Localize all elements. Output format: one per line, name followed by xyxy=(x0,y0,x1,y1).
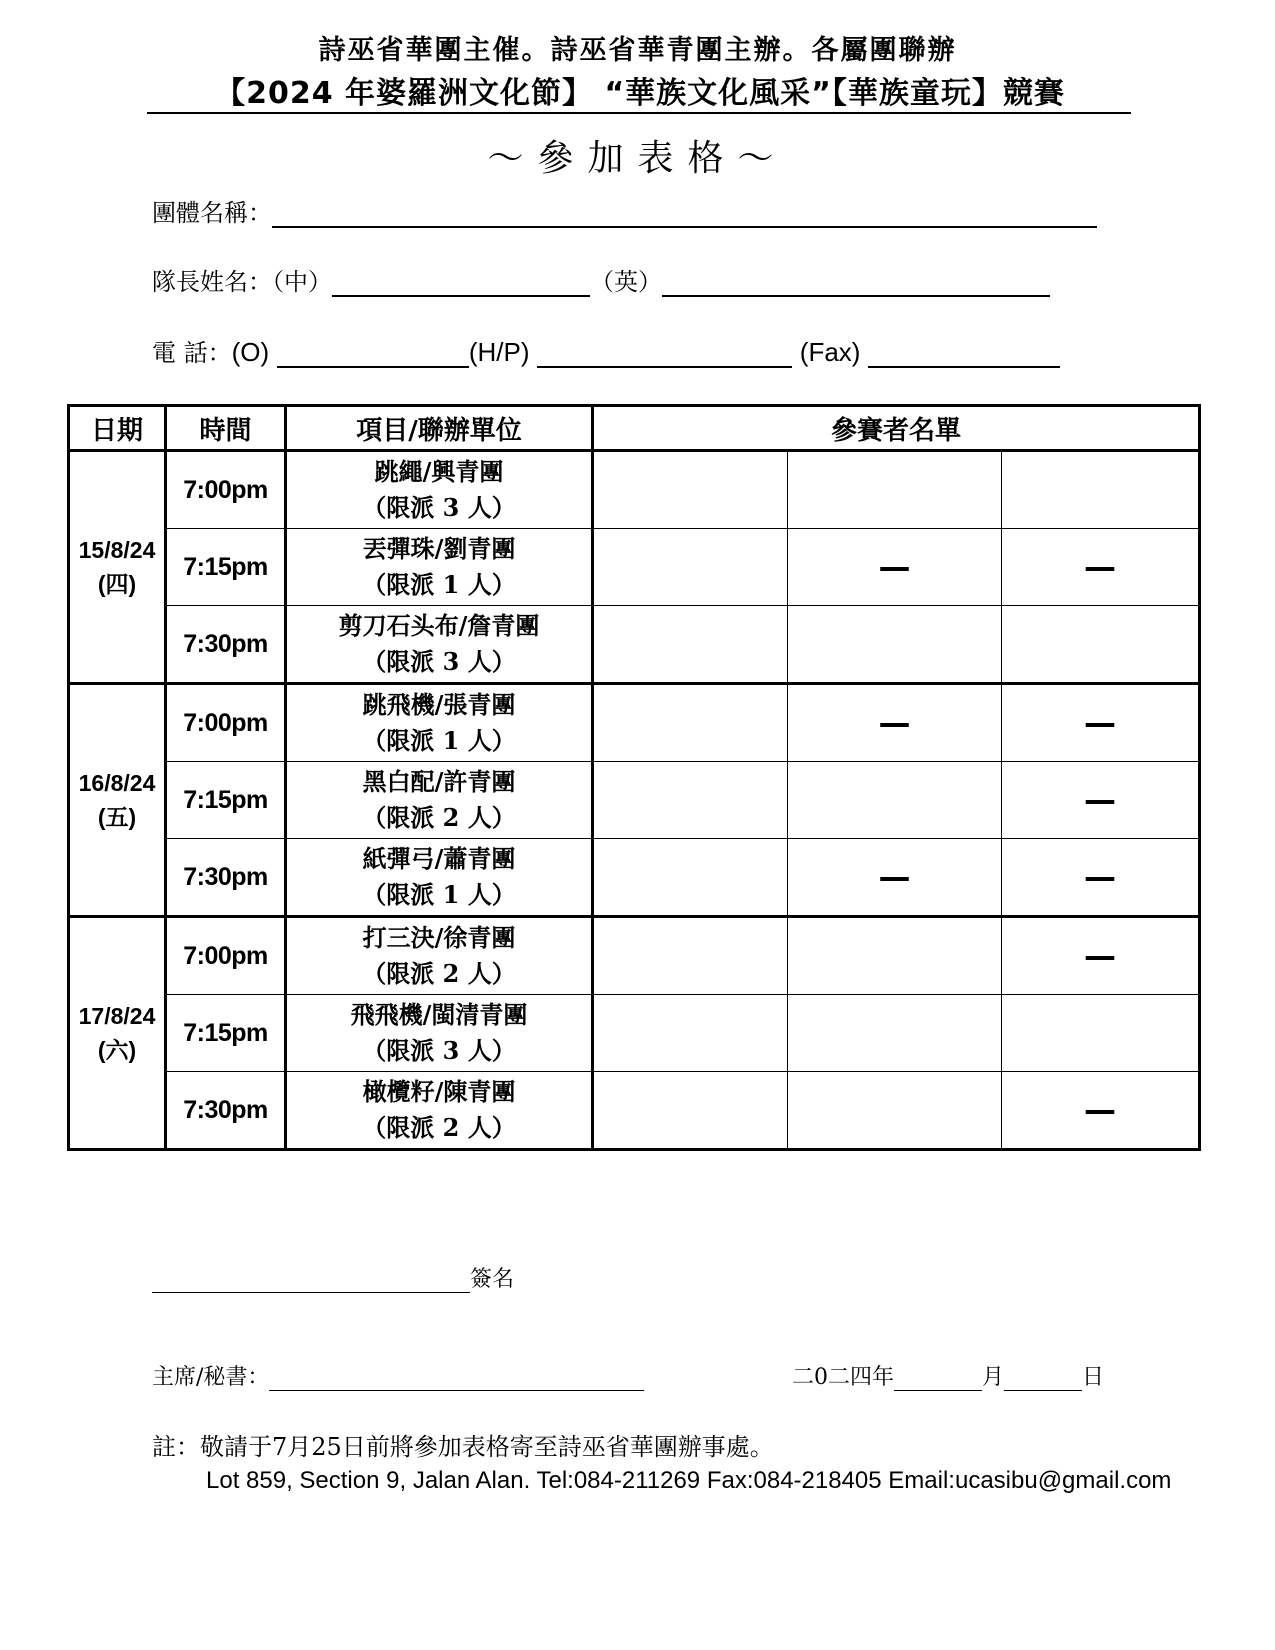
participant-slot-unavailable xyxy=(788,529,1002,606)
weekday-text: (六) xyxy=(97,1037,137,1063)
participant-slot-unavailable xyxy=(1002,839,1200,917)
participant-slot[interactable] xyxy=(788,606,1002,684)
table-row xyxy=(69,529,1200,606)
header-time: 時間 xyxy=(166,406,286,451)
weekday-text: (五) xyxy=(97,804,137,830)
table-header-row xyxy=(69,406,1200,451)
header-divider xyxy=(147,112,1131,114)
date-year-label: 二0二四年 xyxy=(792,1365,894,1390)
item-cell xyxy=(286,1072,593,1150)
captain-cn-label: 隊長姓名：（中） xyxy=(152,268,332,296)
item-limit: （限派 3 人） xyxy=(362,1036,516,1065)
date-day-field[interactable] xyxy=(1004,1368,1082,1391)
org-name-label: 團體名稱： xyxy=(152,199,272,227)
phone-hp-field[interactable] xyxy=(537,340,792,368)
dash-mark: — xyxy=(1084,937,1117,975)
date-cell xyxy=(69,684,166,917)
item-name: 跳繩/興青團 xyxy=(374,457,504,486)
item-cell xyxy=(286,839,593,917)
time-cell: 7:00pm xyxy=(166,684,286,762)
header-item: 項目/聯辦單位 xyxy=(286,406,593,451)
time-cell: 7:15pm xyxy=(166,995,286,1072)
participant-slot-unavailable xyxy=(788,684,1002,762)
participant-slot-unavailable xyxy=(1002,762,1200,839)
item-cell xyxy=(286,684,593,762)
org-name-field[interactable] xyxy=(272,200,1097,228)
header-participants: 參賽者名單 xyxy=(593,406,1200,451)
deadline-note: 註：敬請于7月25日前將參加表格寄至詩巫省華團辦事處。 xyxy=(152,1433,774,1461)
item-cell xyxy=(286,451,593,529)
date-cell xyxy=(69,451,166,684)
chair-field[interactable] xyxy=(269,1368,644,1391)
item-name: 紙彈弓/蕭青團 xyxy=(362,844,516,873)
dash-mark: — xyxy=(878,704,911,742)
item-name: 剪刀石头布/詹青團 xyxy=(338,611,540,640)
contact-address: Lot 859, Section 9, Jalan Alan. Tel:084-211269 Fax:084-218405 Email:ucasibu@gmail.com xyxy=(206,1467,1172,1494)
participant-slot[interactable] xyxy=(593,529,788,606)
time-cell: 7:30pm xyxy=(166,1072,286,1150)
participant-slot[interactable] xyxy=(593,451,788,529)
item-limit: （限派 3 人） xyxy=(362,647,516,676)
participant-slot[interactable] xyxy=(593,684,788,762)
dash-mark: — xyxy=(1084,704,1117,742)
time-cell: 7:00pm xyxy=(166,917,286,995)
item-name: 橄欖籽/陳青團 xyxy=(362,1077,516,1106)
participant-slot[interactable] xyxy=(788,1072,1002,1150)
time-cell: 7:30pm xyxy=(166,839,286,917)
time-cell: 7:30pm xyxy=(166,606,286,684)
participant-slot[interactable] xyxy=(1002,451,1200,529)
participant-slot[interactable] xyxy=(593,606,788,684)
phone-hp-label: (H/P) xyxy=(468,337,530,367)
participant-slot[interactable] xyxy=(593,839,788,917)
table-row xyxy=(69,839,1200,917)
item-limit: （限派 1 人） xyxy=(362,570,516,599)
dash-mark: — xyxy=(1084,548,1117,586)
table-row xyxy=(69,684,1200,762)
captain-cn-field[interactable] xyxy=(332,269,590,297)
table-row xyxy=(69,995,1200,1072)
phone-fax-label: (Fax) xyxy=(799,337,861,367)
participant-slot[interactable] xyxy=(1002,995,1200,1072)
item-name: 黑白配/許青團 xyxy=(362,767,516,796)
weekday-text: (四) xyxy=(97,571,137,597)
participant-slot[interactable] xyxy=(1002,606,1200,684)
table-row xyxy=(69,917,1200,995)
header-date: 日期 xyxy=(69,406,166,451)
participant-slot[interactable] xyxy=(593,917,788,995)
participant-slot-unavailable xyxy=(1002,529,1200,606)
signature-label: 簽名 xyxy=(470,1267,515,1292)
participant-slot[interactable] xyxy=(593,995,788,1072)
item-cell xyxy=(286,529,593,606)
item-cell xyxy=(286,606,593,684)
participant-slot-unavailable xyxy=(1002,684,1200,762)
item-name: 丟彈珠/劉青團 xyxy=(362,534,516,563)
participant-slot[interactable] xyxy=(788,917,1002,995)
phone-office-label: (O) xyxy=(231,337,270,367)
chair-label: 主席/秘書： xyxy=(152,1365,270,1390)
participant-slot-unavailable xyxy=(788,839,1002,917)
signature-field[interactable] xyxy=(152,1270,470,1293)
item-cell xyxy=(286,995,593,1072)
participant-slot[interactable] xyxy=(788,995,1002,1072)
event-title: 【2024 年婆羅洲文化節】 “華族文化風采”【華族童玩】競賽 xyxy=(215,76,1065,111)
captain-en-field[interactable] xyxy=(662,269,1050,297)
item-cell xyxy=(286,917,593,995)
form-title: ～參加表格～ xyxy=(487,138,788,179)
dash-mark: — xyxy=(1084,1091,1117,1129)
date-row xyxy=(792,1360,1104,1391)
phone-row xyxy=(152,333,1060,368)
item-limit: （限派 2 人） xyxy=(362,959,516,988)
item-name: 飛飛機/閩清青團 xyxy=(350,1000,528,1029)
table-row xyxy=(69,1072,1200,1150)
captain-en-label: （英） xyxy=(590,268,662,296)
time-cell: 7:15pm xyxy=(166,762,286,839)
item-limit: （限派 1 人） xyxy=(362,880,516,909)
item-name: 跳飛機/張青團 xyxy=(362,690,516,719)
date-text: 16/8/24 xyxy=(78,770,156,796)
participant-slot[interactable] xyxy=(593,1072,788,1150)
date-cell xyxy=(69,917,166,1150)
table-row xyxy=(69,606,1200,684)
table-row xyxy=(69,451,1200,529)
participant-slot-unavailable xyxy=(1002,917,1200,995)
org-name-row xyxy=(152,193,1097,228)
signature-row xyxy=(152,1262,514,1293)
organizer-line: 詩巫省華團主催。詩巫省華青團主辦。各屬團聯辦 xyxy=(318,35,957,66)
participant-slot-unavailable xyxy=(1002,1072,1200,1150)
participant-slot[interactable] xyxy=(593,762,788,839)
phone-office-field[interactable] xyxy=(277,340,469,368)
date-text: 15/8/24 xyxy=(78,537,156,563)
captain-row xyxy=(152,262,1050,297)
phone-fax-field[interactable] xyxy=(868,340,1060,368)
item-cell xyxy=(286,762,593,839)
item-limit: （限派 2 人） xyxy=(362,1113,516,1142)
item-limit: （限派 3 人） xyxy=(362,493,516,522)
schedule-table xyxy=(67,404,1201,1151)
item-name: 打三決/徐青團 xyxy=(362,923,516,952)
date-day-label: 日 xyxy=(1082,1365,1105,1390)
participant-slot[interactable] xyxy=(788,451,1002,529)
item-limit: （限派 2 人） xyxy=(362,803,516,832)
date-month-field[interactable] xyxy=(894,1368,982,1391)
dash-mark: — xyxy=(878,858,911,896)
time-cell: 7:15pm xyxy=(166,529,286,606)
date-month-label: 月 xyxy=(982,1365,1005,1390)
phone-label: 電 話： xyxy=(152,339,232,367)
dash-mark: — xyxy=(878,548,911,586)
date-text: 17/8/24 xyxy=(78,1003,156,1029)
dash-mark: — xyxy=(1084,781,1117,819)
chair-row xyxy=(152,1360,644,1391)
time-cell: 7:00pm xyxy=(166,451,286,529)
participant-slot[interactable] xyxy=(788,762,1002,839)
table-row xyxy=(69,762,1200,839)
item-limit: （限派 1 人） xyxy=(362,726,516,755)
dash-mark: — xyxy=(1084,858,1117,896)
